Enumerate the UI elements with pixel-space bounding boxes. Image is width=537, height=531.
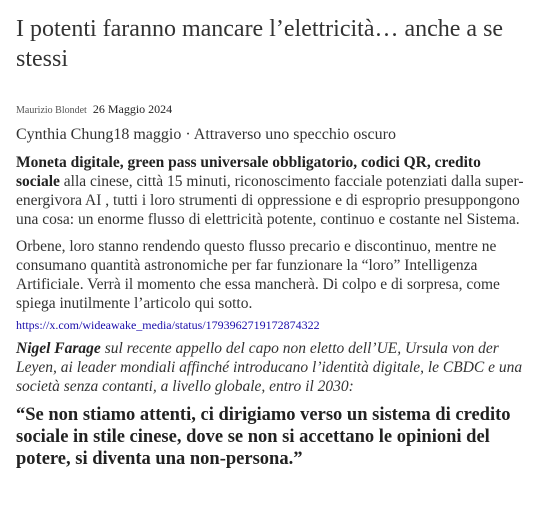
source-byline: Cynthia Chung18 maggio · Attraverso uno specchio oscuro (16, 126, 396, 143)
article (16, 14, 526, 470)
intro-bold-text: Moneta digitale, green pass universale obbligatorio, codici QR, credito sociale (16, 154, 481, 190)
quote-speaker: Nigel Farage (16, 340, 101, 357)
article-meta (16, 102, 526, 117)
author-name[interactable]: Maurizio Blondet (16, 105, 87, 116)
quote-intro-text: sul recente appello del capo non eletto dell’UE, Ursula von der Leyen, ai leader mondiali affinché introducano l’identità digitale, le CBDC e una società senza contanti, a livello globale, entro il 2030: (16, 340, 523, 395)
pull-quote: “Se non stiamo attenti, ci dirigiamo verso un sistema di credito sociale in stile cinese, dove se non si accettano le opinioni del potere, si diventa una non-persona.” (16, 405, 511, 469)
quote-intro (16, 339, 526, 396)
publish-date: 26 Maggio 2024 (92, 102, 173, 116)
second-paragraph: Orbene, loro stanno rendendo questo flusso precario e discontinuo, mentre ne consumano quantità astronomiche per far funzionare la “loro” Intelligenza Artificiale. Verrà il momento che essa mancherà. Di colpo e di sorpresa, come spiega inutilmente l’articolo qui sotto. (16, 238, 500, 312)
intro-rest-text: alla cinese, città 15 minuti, riconoscimento facciale potenziati dalla super-energivora AI , tutti i loro strumenti di oppressione e di esproprio presuppongono una cosa: un enorme flusso di elettricità potente, continuo e costante nel Sistema. (16, 173, 524, 228)
article-title: I potenti faranno mancare l’elettricità… anche a se stessi (16, 16, 504, 72)
intro-paragraph (16, 153, 526, 229)
tweet-link[interactable]: https://x.com/wideawake_media/status/1793962719172874322 (16, 318, 320, 332)
